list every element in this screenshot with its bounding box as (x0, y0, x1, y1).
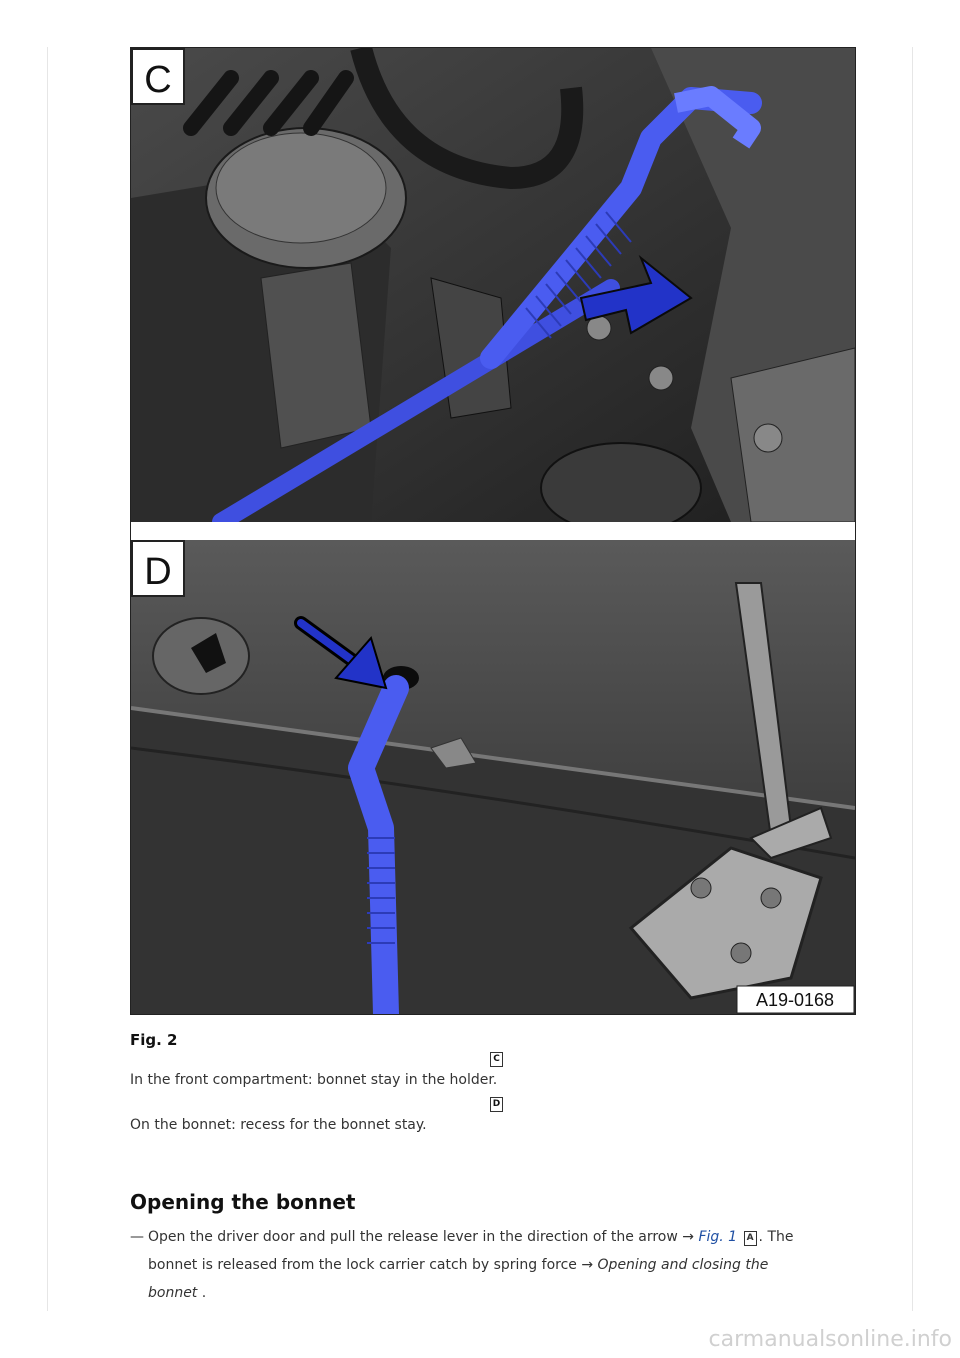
step-dash: — (130, 1229, 144, 1245)
caption-text-c: In the front compartment: bonnet stay in the holder. (130, 1072, 498, 1088)
panel-c-label: C (144, 59, 172, 101)
xref-arrow-icon: → (682, 1229, 694, 1245)
key-c-badge: C (490, 1052, 503, 1067)
panel-c-image (131, 48, 855, 533)
key-a-badge: A (744, 1231, 757, 1246)
step-text-1: Open the driver door and pull the release lever in the direction of the arrow (148, 1229, 678, 1245)
step-text-3: bonnet is released from the lock carrier catch by spring force (148, 1257, 577, 1273)
panel-d-image (131, 540, 855, 1014)
figure-illustration (130, 47, 856, 1015)
step-text-2: . The (758, 1229, 794, 1245)
figure-svg (131, 48, 855, 1014)
panel-separator (131, 522, 855, 540)
key-d-badge: D (490, 1097, 503, 1112)
step-end: . (197, 1285, 207, 1301)
caption-text-d: On the bonnet: recess for the bonnet stay. (130, 1117, 427, 1133)
step-item (130, 1223, 850, 1307)
panel-d-label: D (144, 551, 172, 593)
fig-1-link[interactable]: Fig. 1 (698, 1229, 738, 1245)
xref-arrow-icon-2: → (581, 1257, 594, 1273)
watermark: carmanualsonline.info (708, 1327, 952, 1352)
figure-code: A19-0168 (755, 990, 835, 1010)
section-heading: Opening the bonnet (130, 1190, 356, 1214)
figure-caption-title: Fig. 2 (130, 1031, 178, 1049)
left-margin-rule (47, 47, 48, 1311)
opening-closing-link-cont[interactable]: bonnet (148, 1285, 198, 1301)
opening-closing-link[interactable]: Opening and closing the (597, 1257, 769, 1273)
right-margin-rule (912, 47, 913, 1311)
